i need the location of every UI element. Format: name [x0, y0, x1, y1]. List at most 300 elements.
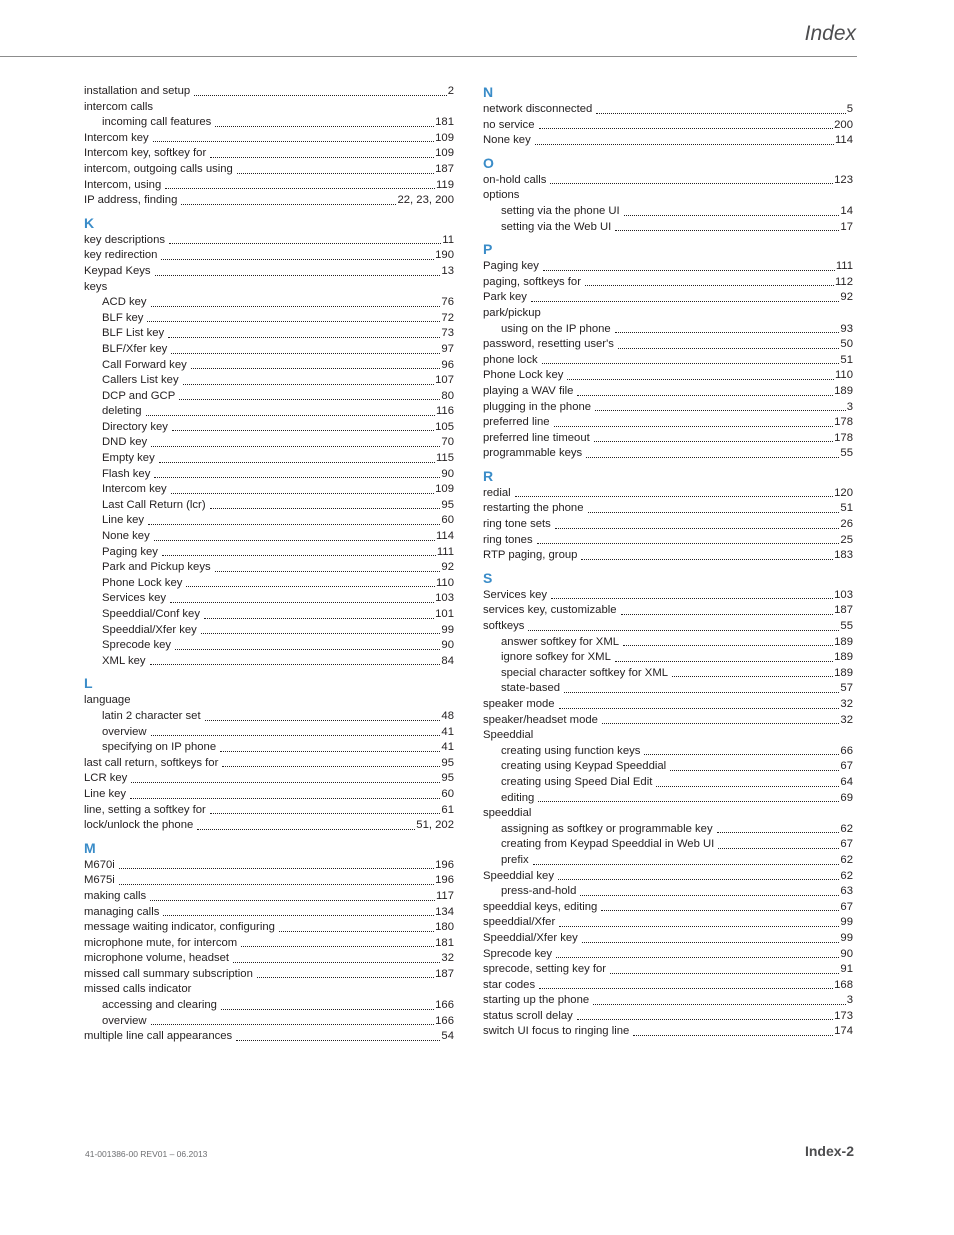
dot-leader — [577, 1018, 833, 1020]
index-letter-heading: M — [84, 839, 96, 856]
index-term: BLF/Xfer key — [102, 342, 168, 355]
dot-leader — [154, 539, 435, 541]
index-page-ref: 180 — [435, 921, 454, 934]
index-term: language — [84, 694, 131, 707]
index-term: missed calls indicator — [84, 983, 192, 996]
index-term: speeddial keys, editing — [483, 900, 598, 913]
index-term: options — [483, 189, 520, 202]
dot-leader — [181, 203, 396, 205]
index-term: keys — [84, 280, 108, 293]
dot-leader — [550, 182, 833, 184]
index-entry — [84, 178, 454, 194]
index-page-ref: 111 — [436, 545, 454, 558]
index-entry — [84, 873, 454, 889]
index-term: starting up the phone — [483, 994, 590, 1007]
dot-leader — [201, 632, 441, 634]
dot-leader — [621, 613, 834, 615]
dot-leader — [644, 753, 839, 755]
index-term: deleting — [102, 405, 142, 418]
dot-leader — [672, 675, 833, 677]
index-subentry — [84, 725, 454, 741]
dot-leader — [718, 847, 839, 849]
index-letter-heading: R — [483, 467, 494, 484]
index-entry — [84, 756, 454, 772]
index-term: sprecode, setting key for — [483, 963, 607, 976]
dot-leader — [602, 722, 839, 724]
index-page-ref: 96 — [441, 358, 454, 371]
index-page-ref: 181 — [435, 936, 454, 949]
dot-leader — [539, 987, 833, 989]
index-entry — [483, 588, 853, 604]
index-entry — [483, 713, 853, 729]
dot-leader — [171, 492, 434, 494]
index-term: no service — [483, 118, 535, 131]
index-page-ref: 123 — [834, 173, 853, 186]
index-term: Intercom key — [84, 131, 149, 144]
index-term: Speeddial/Xfer key — [483, 931, 578, 944]
index-page-ref: 51 — [840, 353, 853, 366]
dot-leader — [175, 648, 440, 650]
index-page-ref: 60 — [441, 514, 454, 527]
index-page-ref: 189 — [834, 666, 853, 679]
index-term: managing calls — [84, 905, 160, 918]
index-page-ref: 99 — [441, 623, 454, 636]
index-page-ref: 64 — [840, 775, 853, 788]
index-entry — [84, 818, 454, 834]
index-page-ref: 48 — [441, 709, 454, 722]
index-page-ref: 109 — [435, 147, 454, 160]
index-term: latin 2 character set — [102, 709, 201, 722]
index-subentry — [84, 591, 454, 607]
index-page-ref: 66 — [840, 744, 853, 757]
dot-leader — [194, 94, 447, 96]
index-term: plugging in the phone — [483, 400, 592, 413]
dot-leader — [119, 883, 434, 885]
dot-leader — [210, 507, 441, 509]
index-term: state-based — [501, 682, 561, 695]
dot-leader — [564, 691, 839, 693]
index-entry — [84, 100, 454, 116]
dot-leader — [558, 878, 839, 880]
index-entry — [84, 858, 454, 874]
index-term: preferred line timeout — [483, 431, 590, 444]
index-term: Paging key — [102, 545, 158, 558]
index-term: incoming call features — [102, 116, 212, 129]
index-subentry — [84, 420, 454, 436]
dot-leader — [581, 558, 833, 560]
index-page-ref: 196 — [435, 858, 454, 871]
dot-leader — [197, 828, 415, 830]
index-entry — [84, 889, 454, 905]
index-subentry — [84, 1014, 454, 1030]
index-page-ref: 17 — [840, 220, 853, 233]
index-term: BLF List key — [102, 327, 165, 340]
index-term: switch UI focus to ringing line — [483, 1025, 630, 1038]
index-term: setting via the phone UI — [501, 204, 620, 217]
dot-leader — [237, 172, 434, 174]
dot-leader — [236, 1039, 440, 1041]
index-page-ref: 174 — [834, 1025, 853, 1038]
index-page-ref: 26 — [840, 518, 853, 531]
dot-leader — [633, 1034, 833, 1036]
dot-leader — [717, 831, 840, 833]
index-page-ref: 187 — [834, 604, 853, 617]
dot-leader — [559, 925, 839, 927]
index-term: Speeddial/Conf key — [102, 608, 200, 620]
dot-leader — [170, 601, 434, 603]
footer-page-number: Index-2 — [804, 1143, 854, 1159]
index-entry — [483, 806, 853, 822]
index-term: services key, customizable — [483, 604, 617, 617]
index-subentry — [483, 837, 853, 853]
index-page-ref: 60 — [441, 787, 454, 800]
index-page-ref: 120 — [834, 486, 853, 499]
index-page-ref: 14 — [840, 204, 853, 217]
index-term: Speeddial — [483, 729, 534, 742]
index-page-ref: 2 — [447, 85, 454, 97]
dot-leader — [567, 378, 834, 380]
index-term: paging, softkeys for — [483, 275, 581, 288]
index-entry — [84, 146, 454, 162]
index-page-ref: 187 — [435, 162, 454, 175]
index-page-ref: 99 — [840, 931, 853, 944]
dot-leader — [150, 899, 435, 901]
index-page-ref: 173 — [834, 1009, 853, 1022]
index-entry — [84, 233, 454, 249]
index-entry — [483, 962, 853, 978]
index-page-ref: 54 — [441, 1030, 454, 1043]
dot-leader — [183, 383, 435, 385]
index-term: IP address, finding — [84, 194, 178, 207]
index-term: lock/unlock the phone — [84, 819, 194, 832]
dot-leader — [610, 972, 839, 974]
index-entry — [483, 603, 853, 619]
page-header-title: Index — [804, 22, 856, 45]
dot-leader — [151, 1023, 435, 1025]
index-entry — [483, 431, 853, 447]
index-subentry — [84, 576, 454, 592]
dot-leader — [593, 1003, 846, 1005]
index-letter-heading: L — [84, 675, 93, 692]
index-term: Paging key — [483, 260, 539, 273]
dot-leader — [586, 456, 839, 458]
dot-leader — [150, 663, 441, 665]
index-term: Intercom key, softkey for — [84, 147, 207, 160]
index-term: None key — [483, 134, 531, 147]
index-entry — [483, 517, 853, 533]
dot-leader — [163, 914, 434, 916]
index-term: creating using Keypad Speeddial — [501, 760, 667, 773]
index-term: ring tones — [483, 533, 533, 546]
dot-leader — [151, 445, 440, 447]
index-term: star codes — [483, 978, 536, 991]
index-page-ref: 51 — [840, 502, 853, 515]
index-entry — [483, 1009, 853, 1025]
index-entry — [483, 400, 853, 416]
index-entry — [483, 337, 853, 353]
index-entry — [84, 967, 454, 983]
index-entry — [483, 173, 853, 189]
index-entry — [84, 787, 454, 803]
dot-leader — [130, 797, 440, 799]
index-entry — [483, 978, 853, 994]
dot-leader — [615, 331, 840, 333]
dot-leader — [153, 140, 434, 142]
index-page-ref: 95 — [441, 498, 454, 511]
dot-leader — [151, 305, 441, 307]
dot-leader — [656, 785, 839, 787]
index-subentry — [483, 681, 853, 697]
dot-leader — [148, 523, 440, 525]
index-page-ref: 67 — [840, 900, 853, 913]
index-entry — [483, 1024, 853, 1040]
index-term: Sprecode key — [102, 639, 172, 652]
index-subentry — [483, 204, 853, 220]
index-entry — [84, 264, 454, 280]
index-term: overview — [102, 725, 147, 738]
index-term: intercom calls — [84, 100, 154, 113]
index-page-ref: 95 — [441, 756, 454, 769]
dot-leader — [596, 112, 845, 114]
index-page-ref: 168 — [834, 978, 853, 991]
index-entry — [483, 947, 853, 963]
index-page-ref: 189 — [834, 651, 853, 664]
dot-leader — [146, 414, 435, 416]
index-term: intercom, outgoing calls using — [84, 162, 233, 175]
index-page-ref: 67 — [840, 760, 853, 773]
index-page-ref: 115 — [435, 452, 454, 465]
index-term: key redirection — [84, 249, 158, 262]
index-subentry — [84, 115, 454, 131]
index-term: Directory key — [102, 420, 168, 433]
index-entry — [483, 486, 853, 502]
index-entry — [84, 905, 454, 921]
index-subentry — [84, 404, 454, 420]
index-page-ref: 55 — [840, 620, 853, 633]
dot-leader — [542, 362, 840, 364]
index-term: Phone Lock key — [102, 576, 183, 589]
index-page-ref: 51, 202 — [416, 819, 454, 832]
dot-leader — [615, 229, 839, 231]
index-page-ref: 189 — [834, 384, 853, 397]
index-subentry — [84, 498, 454, 514]
index-entry — [84, 936, 454, 952]
index-term: DND key — [102, 436, 148, 449]
index-subentry — [84, 545, 454, 561]
index-subentry — [483, 884, 853, 900]
dot-leader — [588, 511, 840, 513]
index-entry — [483, 306, 853, 322]
index-term: Last Call Return (lcr) — [102, 498, 206, 511]
dot-leader — [155, 274, 441, 276]
dot-leader — [594, 440, 833, 442]
index-term: special character softkey for XML — [501, 666, 669, 679]
dot-leader — [233, 961, 440, 963]
index-subentry — [483, 220, 853, 236]
index-entry — [483, 275, 853, 291]
dot-leader — [191, 367, 441, 369]
index-letter-heading: S — [483, 569, 493, 586]
index-page-ref: 90 — [441, 467, 454, 480]
index-page-ref: 117 — [435, 889, 454, 902]
index-page-ref: 95 — [441, 772, 454, 785]
dot-leader — [257, 976, 434, 978]
index-term: Flash key — [102, 467, 151, 480]
index-subentry — [84, 623, 454, 639]
dot-leader — [615, 660, 833, 662]
index-page-ref: 196 — [435, 874, 454, 887]
index-page-ref: 166 — [435, 1014, 454, 1027]
index-term: softkeys — [483, 620, 525, 633]
index-term: making calls — [84, 889, 147, 902]
index-term: Callers List key — [102, 374, 179, 387]
index-term: RTP paging, group — [483, 549, 578, 562]
index-term: Line key — [84, 787, 127, 800]
index-term: speeddial/Xfer — [483, 916, 556, 929]
index-subentry — [84, 482, 454, 498]
index-page-ref: 181 — [435, 116, 454, 129]
index-page-ref: 67 — [840, 838, 853, 851]
index-term: redial — [483, 486, 511, 499]
index-term: press-and-hold — [501, 885, 577, 898]
index-page-ref: 3 — [846, 994, 853, 1007]
index-subentry — [84, 607, 454, 623]
index-entry — [483, 188, 853, 204]
index-entry — [483, 931, 853, 947]
index-page-ref: 32 — [441, 952, 454, 965]
index-subentry — [84, 295, 454, 311]
index-column-right — [483, 84, 853, 1040]
index-page-ref: 190 — [435, 249, 454, 262]
index-page-ref: 84 — [441, 654, 454, 667]
index-page-ref: 90 — [840, 947, 853, 960]
index-subentry — [84, 998, 454, 1014]
index-term: Phone Lock key — [483, 369, 564, 382]
dot-leader — [551, 597, 833, 599]
index-page-ref: 183 — [834, 549, 853, 562]
index-subentry — [84, 709, 454, 725]
index-page-ref: 57 — [840, 682, 853, 695]
dot-leader — [220, 750, 440, 752]
index-term: microphone volume, headset — [84, 952, 230, 965]
dot-leader — [154, 476, 440, 478]
dot-leader — [577, 394, 833, 396]
footer-document-id: 41-001386-00 REV01 – 06.2013 — [85, 1149, 208, 1159]
dot-leader — [556, 956, 839, 958]
dot-leader — [165, 187, 435, 189]
index-subentry — [84, 358, 454, 374]
index-term: ring tone sets — [483, 518, 551, 531]
index-term: speaker/headset mode — [483, 713, 598, 726]
index-entry — [483, 368, 853, 384]
index-page-ref: 76 — [441, 296, 454, 309]
index-term: None key — [102, 530, 150, 543]
index-entry — [483, 384, 853, 400]
index-term: Services key — [102, 592, 167, 605]
index-page-ref: 101 — [435, 608, 454, 620]
index-subentry — [483, 853, 853, 869]
index-page-ref: 55 — [840, 447, 853, 460]
index-page-ref: 72 — [441, 311, 454, 324]
index-subentry — [84, 467, 454, 483]
index-entry — [483, 415, 853, 431]
index-entry — [483, 446, 853, 462]
index-page-ref: 41 — [441, 725, 454, 738]
index-term: M670i — [84, 858, 115, 871]
index-term: specifying on IP phone — [102, 741, 217, 754]
dot-leader — [543, 269, 835, 271]
index-page-ref: 62 — [840, 853, 853, 866]
index-page-ref: 107 — [435, 374, 454, 387]
index-term: editing — [501, 791, 535, 804]
index-page-ref: 11 — [442, 233, 454, 246]
dot-leader — [147, 320, 440, 322]
index-page-ref: 116 — [435, 405, 454, 418]
index-page-ref: 114 — [834, 134, 853, 147]
dot-leader — [580, 894, 839, 896]
index-subentry — [483, 791, 853, 807]
index-term: Intercom, using — [84, 178, 162, 191]
index-term: password, resetting user's — [483, 338, 614, 351]
dot-leader — [279, 930, 434, 932]
index-page-ref: 109 — [435, 131, 454, 144]
index-term: message waiting indicator, configuring — [84, 921, 275, 934]
index-page-ref: 187 — [435, 967, 454, 980]
index-page-ref: 110 — [435, 576, 454, 589]
dot-leader — [215, 570, 441, 572]
index-letter-heading: N — [483, 84, 494, 100]
dot-leader — [210, 812, 441, 814]
dot-leader — [618, 347, 840, 349]
index-term: status scroll delay — [483, 1009, 573, 1022]
index-term: preferred line — [483, 416, 550, 429]
index-letter-heading: O — [483, 154, 494, 171]
dot-leader — [119, 867, 434, 869]
dot-leader — [172, 429, 434, 431]
index-term: creating using function keys — [501, 744, 641, 757]
index-entry — [84, 920, 454, 936]
dot-leader — [535, 143, 834, 145]
index-term: setting via the Web UI — [501, 220, 612, 233]
index-letter-heading: K — [84, 214, 95, 231]
index-term: Call Forward key — [102, 358, 187, 371]
index-entry — [84, 693, 454, 709]
dot-leader — [168, 336, 440, 338]
dot-leader — [205, 719, 441, 721]
index-entry — [84, 1029, 454, 1045]
index-entry — [483, 900, 853, 916]
index-page-ref: 3 — [846, 400, 853, 413]
index-page-ref: 32 — [840, 698, 853, 710]
index-entry — [84, 162, 454, 178]
index-entry — [483, 118, 853, 134]
index-term: Intercom key — [102, 483, 167, 496]
index-entry — [483, 133, 853, 149]
index-page-ref: 92 — [441, 561, 454, 574]
index-term: XML key — [102, 654, 146, 667]
index-term: line, setting a softkey for — [84, 803, 206, 816]
index-term: installation and setup — [84, 85, 191, 97]
index-entry — [483, 619, 853, 635]
index-subentry — [84, 654, 454, 670]
index-term: overview — [102, 1014, 147, 1027]
index-subentry — [84, 435, 454, 451]
dot-leader — [531, 300, 839, 302]
dot-leader — [151, 734, 441, 736]
index-term: DCP and GCP — [102, 389, 176, 402]
index-page-ref: 13 — [441, 264, 454, 277]
index-entry — [483, 259, 853, 275]
